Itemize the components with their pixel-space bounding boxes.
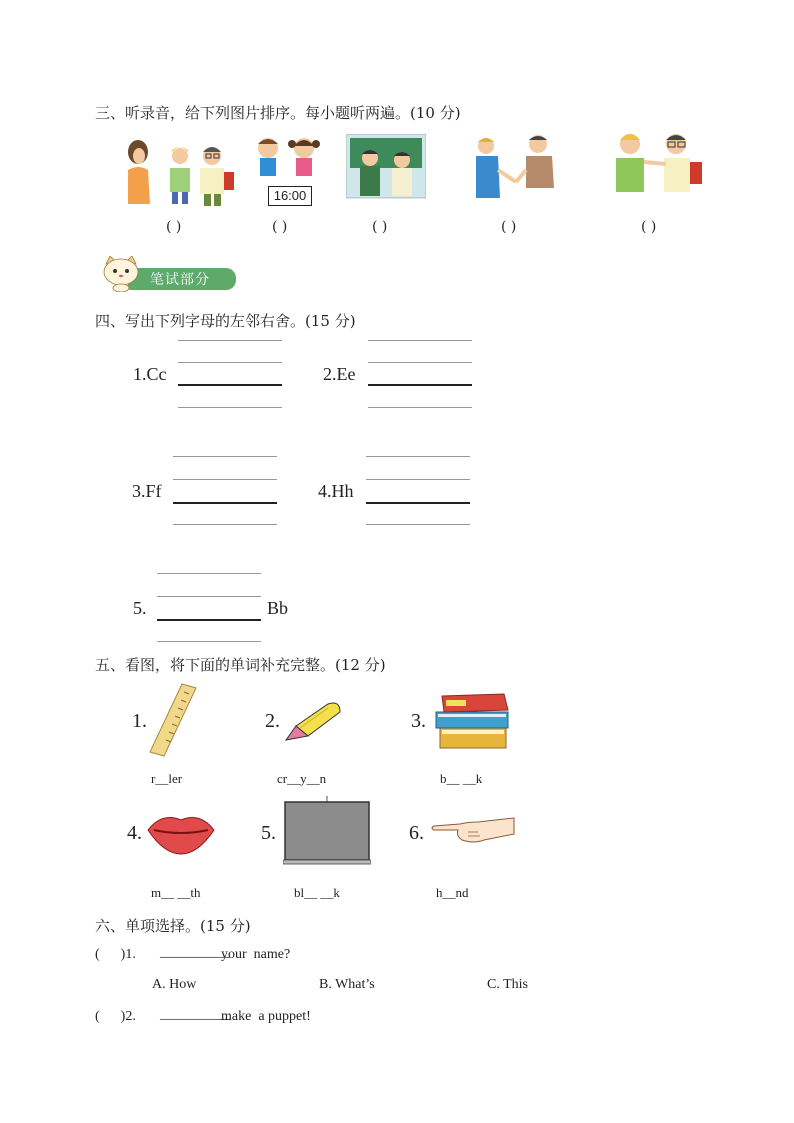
write-line[interactable] — [178, 340, 282, 341]
letter-item-2: 2.Ee — [323, 364, 356, 384]
word-num-3: 3. — [411, 710, 426, 732]
write-line[interactable] — [157, 619, 261, 621]
cat-mascot-icon — [100, 256, 144, 292]
clock-time-label: 16:00 — [268, 186, 312, 206]
letter-item-5-number: 5. — [133, 598, 147, 618]
written-part-banner — [100, 256, 238, 292]
question-1-text: your name? — [221, 947, 291, 962]
write-line[interactable] — [368, 362, 472, 363]
picture-two-boys-in-classroom — [346, 134, 426, 202]
word-1: r__ler — [151, 771, 183, 786]
question-2-text: make a puppet! — [221, 1009, 311, 1024]
write-line[interactable] — [173, 456, 277, 457]
write-line[interactable] — [173, 502, 277, 504]
letter-item-5-letter: Bb — [267, 598, 289, 618]
picture-two-people-shaking-hands — [470, 130, 565, 202]
blackboard-icon — [283, 796, 371, 868]
crayon-icon — [282, 696, 344, 744]
write-line[interactable] — [366, 524, 470, 525]
question-1-blank[interactable]: __________ — [160, 945, 230, 960]
letter-item-4: 4.Hh — [318, 481, 354, 501]
word-num-5: 5. — [261, 822, 276, 844]
picture-boy-and-girl-waving-clock — [248, 134, 328, 208]
write-line[interactable] — [178, 407, 282, 408]
word-2: cr__y__n — [277, 771, 327, 786]
word-num-4: 4. — [127, 822, 142, 844]
question-2-blank[interactable]: __________ — [160, 1007, 230, 1022]
section-5-heading: 五、看图，将下面的单词补充完整。(12 分) — [95, 656, 386, 674]
question-1-option-a[interactable]: A. How — [152, 977, 197, 992]
word-num-6: 6. — [409, 822, 424, 844]
answer-paren-2[interactable]: ( ) — [272, 219, 288, 235]
word-6: h__nd — [436, 885, 469, 900]
write-line[interactable] — [368, 384, 472, 386]
hand-icon — [428, 814, 518, 846]
write-line[interactable] — [178, 362, 282, 363]
write-line[interactable] — [173, 524, 277, 525]
write-line[interactable] — [157, 596, 261, 597]
ruler-icon — [148, 682, 200, 758]
letter-item-3: 3.Ff — [132, 481, 162, 501]
section-4-heading: 四、写出下列字母的左邻右舍。(15 分) — [95, 312, 356, 330]
word-4: m__ __th — [151, 885, 201, 900]
answer-paren-4[interactable]: ( ) — [501, 219, 517, 235]
question-1-prefix: ( )1. — [95, 947, 136, 962]
answer-paren-3[interactable]: ( ) — [372, 219, 388, 235]
write-line[interactable] — [368, 407, 472, 408]
write-line[interactable] — [366, 456, 470, 457]
write-line[interactable] — [173, 479, 277, 480]
write-line[interactable] — [368, 340, 472, 341]
write-line[interactable] — [366, 479, 470, 480]
word-num-2: 2. — [265, 710, 280, 732]
letter-item-1: 1.Cc — [133, 364, 167, 384]
question-2-prefix: ( )2. — [95, 1009, 136, 1024]
write-line[interactable] — [366, 502, 470, 504]
banner-label: 笔试部分 — [150, 272, 210, 288]
answer-paren-5[interactable]: ( ) — [641, 219, 657, 235]
word-num-1: 1. — [132, 710, 147, 732]
section-6-heading: 六、单项选择。(15 分) — [95, 917, 251, 935]
write-line[interactable] — [178, 384, 282, 386]
word-3: b__ __k — [440, 771, 483, 786]
picture-boy-greets-girl-and-boy — [120, 136, 240, 208]
question-1-option-b[interactable]: B. What’s — [319, 977, 375, 992]
answer-paren-1[interactable]: ( ) — [166, 219, 182, 235]
write-line[interactable] — [157, 573, 261, 574]
section-3-heading: 三、听录音，给下列图片排序。每小题听两遍。(10 分) — [95, 104, 461, 122]
write-line[interactable] — [157, 641, 261, 642]
word-5: bl__ __k — [294, 885, 340, 900]
books-icon — [432, 690, 516, 752]
picture-boy-hand-on-shoulder — [610, 126, 705, 202]
question-1-option-c[interactable]: C. This — [487, 977, 528, 992]
mouth-icon — [146, 810, 216, 856]
